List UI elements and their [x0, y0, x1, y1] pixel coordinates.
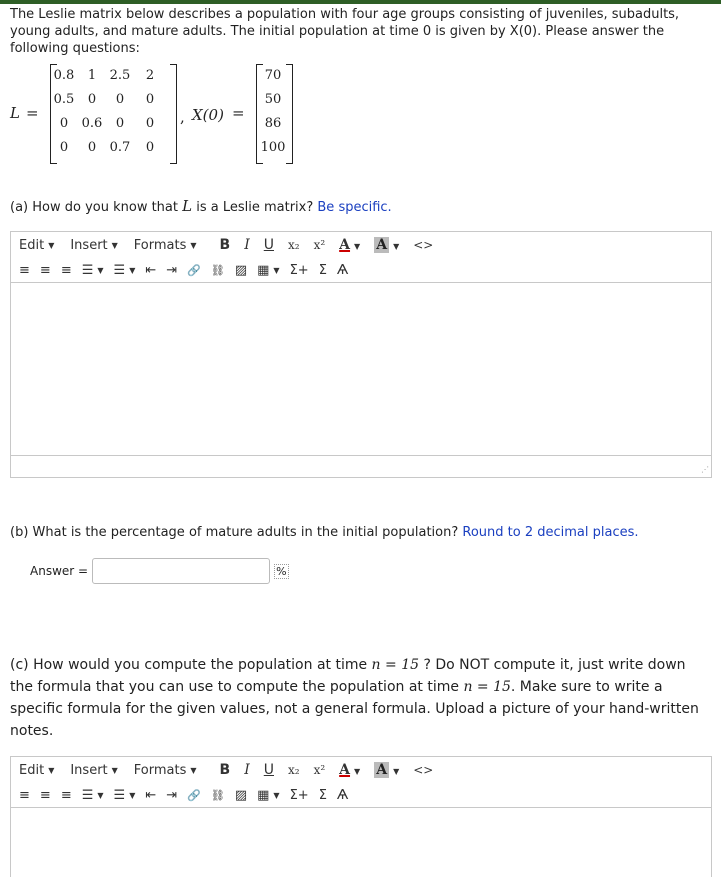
align-center-icon[interactable]: ≡	[39, 787, 51, 803]
top-accent-bar	[0, 0, 721, 4]
vector-cell: 70	[264, 68, 282, 83]
subscript-button[interactable]: x₂	[288, 763, 300, 777]
matrix-cell: 0	[115, 116, 125, 131]
caret-down-icon: ▼	[393, 242, 400, 251]
question-a	[10, 197, 392, 215]
question-a-text: (a) How do you know that	[10, 200, 183, 215]
caret-down-icon: ▼	[393, 767, 400, 776]
x0-label	[192, 106, 224, 124]
link-icon[interactable]: 🔗	[187, 263, 201, 277]
resize-handle-icon[interactable]: ⋰	[701, 465, 709, 474]
caret-down-icon: ▼	[48, 240, 55, 250]
question-c-part2: ? Do NOT compute it, just write down the formula that you can use to compute the population at time	[10, 657, 686, 695]
caret-down-icon: ▼	[97, 265, 104, 275]
underline-button[interactable]: U	[263, 762, 274, 778]
caret-down-icon: ▼	[273, 790, 280, 800]
matrix-cell: 0	[145, 116, 155, 131]
matrix-cell: 1	[87, 68, 97, 83]
image-icon[interactable]: ▨	[234, 787, 248, 803]
align-right-icon[interactable]: ≡	[60, 787, 72, 803]
vector-cell: 86	[264, 116, 282, 131]
matrix-right-bracket	[170, 64, 177, 164]
equation-sum-plus-icon[interactable]: Σ+	[289, 262, 309, 278]
answer-input[interactable]	[92, 558, 270, 584]
matrix-cell: 0.7	[109, 140, 131, 155]
question-c-part1: (c) How would you compute the population at time	[10, 657, 372, 673]
align-right-icon[interactable]: ≡	[60, 262, 72, 278]
question-c-var2: n = 15	[463, 679, 511, 695]
matrix-cell: 0	[87, 140, 97, 155]
editor-toolbar	[11, 258, 711, 282]
caret-down-icon: ▼	[111, 240, 118, 250]
rich-text-editor-a	[10, 231, 712, 478]
code-button[interactable]: <>	[413, 238, 434, 252]
editor-content-area-a[interactable]	[11, 282, 711, 455]
unlink-icon[interactable]: ⛓	[210, 263, 225, 277]
formats-menu[interactable]	[134, 763, 197, 778]
special-char-icon[interactable]: Ѧ	[336, 262, 349, 278]
editor-content-area-c[interactable]	[11, 807, 711, 868]
subscript-button[interactable]: x₂	[288, 238, 300, 252]
unlink-icon[interactable]: ⛓	[210, 788, 225, 802]
numbered-list-icon: ☰	[113, 787, 126, 803]
question-c-part3: . Make sure to write a specific formula for the given values, not a general formula. Upload a picture of your hand-written notes.	[10, 679, 699, 739]
align-center-icon[interactable]: ≡	[39, 262, 51, 278]
question-b-text: (b) What is the percentage of mature adults in the initial population?	[10, 525, 463, 540]
matrix-cell: 0.6	[81, 116, 103, 131]
align-left-icon[interactable]: ≡	[19, 262, 30, 278]
x0-text: X(0)	[192, 106, 224, 124]
editor-menubar	[11, 232, 711, 258]
background-color-button[interactable]	[374, 237, 399, 253]
bullet-list-icon: ☰	[81, 262, 94, 278]
editor-toolbar	[11, 783, 711, 807]
bold-button[interactable]: B	[219, 237, 231, 253]
equation-sum-icon[interactable]: Σ	[318, 787, 327, 803]
bold-button[interactable]: B	[219, 762, 231, 778]
caret-down-icon: ▼	[354, 767, 361, 776]
outdent-icon[interactable]: ⇤	[145, 262, 157, 278]
numbered-list-icon: ☰	[113, 262, 126, 278]
vector-right-bracket	[286, 64, 293, 164]
edit-menu-label: Edit	[19, 237, 45, 253]
insert-menu[interactable]	[70, 763, 117, 778]
table-button[interactable]	[257, 263, 279, 278]
question-b	[10, 525, 639, 540]
link-icon[interactable]: 🔗	[187, 788, 201, 802]
matrix-cell: 0	[87, 92, 97, 107]
question-a-hint: Be specific.	[317, 200, 392, 215]
caret-down-icon: ▼	[97, 790, 104, 800]
text-color-icon: A	[339, 237, 351, 253]
percent-unit: %	[276, 564, 287, 578]
italic-button[interactable]: I	[244, 237, 250, 253]
code-button[interactable]: <>	[413, 763, 434, 777]
question-a-var: L	[182, 197, 193, 215]
outdent-icon[interactable]: ⇤	[145, 787, 157, 803]
table-icon: ▦	[257, 262, 270, 278]
numbered-list-button[interactable]	[114, 788, 136, 803]
editor-menubar	[11, 757, 711, 783]
equals-sign-2: =	[232, 104, 245, 122]
caret-down-icon: ▼	[111, 765, 118, 775]
rich-text-editor-c	[10, 756, 712, 877]
bullet-list-button[interactable]	[82, 263, 104, 278]
editor-statusbar	[11, 455, 711, 476]
caret-down-icon: ▼	[273, 265, 280, 275]
comma: ,	[180, 108, 185, 126]
italic-button[interactable]: I	[244, 762, 250, 778]
background-color-icon: A	[376, 762, 388, 778]
intro-text: The Leslie matrix below describes a population with four age groups consisting of juveniles, subadults, young adults, and mature adults. The initial population at time 0 is given by X(0). Please answer the following questions:	[10, 7, 680, 56]
vector-cell: 100	[260, 140, 286, 155]
edit-menu-label: Edit	[19, 762, 45, 778]
formats-menu-label: Formats	[133, 762, 187, 778]
equation-sum-plus-icon[interactable]: Σ+	[289, 787, 309, 803]
matrix-cell: 0.8	[53, 68, 75, 83]
insert-menu[interactable]	[70, 238, 117, 253]
matrix-cell: 0	[145, 140, 155, 155]
superscript-button[interactable]: x²	[313, 238, 326, 252]
matrix-cell: 0.5	[53, 92, 75, 107]
caret-down-icon: ▼	[129, 790, 136, 800]
caret-down-icon: ▼	[190, 765, 197, 775]
matrix-cell: 2.5	[109, 68, 131, 83]
insert-menu-label: Insert	[70, 237, 108, 253]
background-color-button[interactable]	[374, 762, 399, 778]
edit-menu[interactable]	[19, 763, 54, 778]
caret-down-icon: ▼	[129, 265, 136, 275]
text-color-icon: A	[339, 762, 351, 778]
caret-down-icon: ▼	[48, 765, 55, 775]
L-label: L	[10, 104, 20, 122]
superscript-button[interactable]: x²	[313, 763, 326, 777]
matrix-cell: 0	[115, 92, 125, 107]
image-icon[interactable]: ▨	[234, 262, 248, 278]
bullet-list-button[interactable]	[82, 788, 104, 803]
indent-icon[interactable]: ⇥	[166, 262, 178, 278]
formats-menu-label: Formats	[133, 237, 187, 253]
matrix-cell: 2	[145, 68, 155, 83]
matrix-cell: 0	[59, 116, 69, 131]
question-a-rest: is a Leslie matrix?	[192, 200, 318, 215]
vector-cell: 50	[264, 92, 282, 107]
formats-menu[interactable]	[134, 238, 197, 253]
matrix-cell: 0	[59, 140, 69, 155]
equals-sign: =	[26, 104, 39, 122]
question-c	[10, 654, 710, 742]
table-icon: ▦	[257, 787, 270, 803]
caret-down-icon: ▼	[354, 242, 361, 251]
align-left-icon[interactable]: ≡	[19, 787, 30, 803]
answer-row	[30, 558, 289, 584]
indent-icon[interactable]: ⇥	[166, 787, 178, 803]
caret-down-icon: ▼	[190, 240, 197, 250]
special-char-icon[interactable]: Ѧ	[336, 787, 349, 803]
insert-menu-label: Insert	[70, 762, 108, 778]
background-color-icon: A	[376, 237, 388, 253]
answer-label: Answer =	[30, 564, 89, 578]
matrix-cell: 0	[145, 92, 155, 107]
edit-menu[interactable]	[19, 238, 54, 253]
numbered-list-button[interactable]	[114, 263, 136, 278]
question-b-hint: Round to 2 decimal places.	[462, 525, 639, 540]
text-color-button[interactable]	[339, 762, 360, 778]
table-button[interactable]	[257, 788, 279, 803]
underline-button[interactable]: U	[263, 237, 274, 253]
question-c-var1: n = 15	[371, 657, 420, 673]
text-color-button[interactable]	[339, 237, 360, 253]
bullet-list-icon: ☰	[81, 787, 94, 803]
equation-sum-icon[interactable]: Σ	[318, 262, 327, 278]
